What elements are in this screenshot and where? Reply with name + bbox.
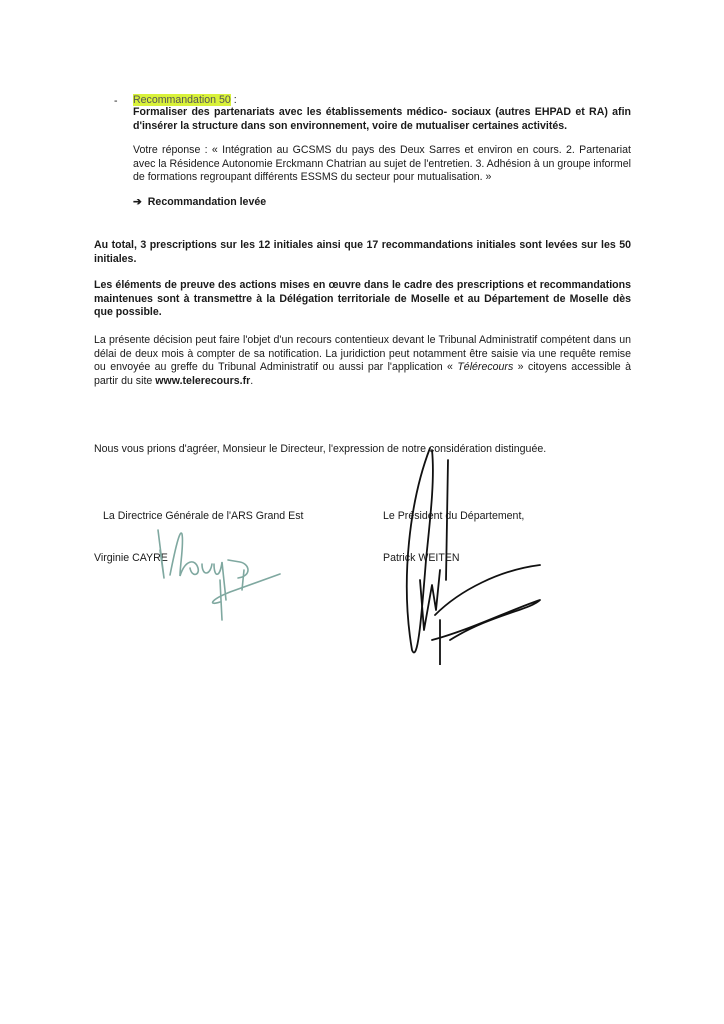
recommendation-response: Votre réponse : « Intégration au GCSMS du pays des Deux Sarres et environ en cours. 2. Partenariat avec la Résidence Autonomie Erckmann Chatrian au sujet de l'entretien. 3. Adhésion à un groupe informel de formations regroupant différents ESSMS du secteur pour mutualisation. » (133, 144, 631, 184)
recommendation-bullet: - (114, 95, 118, 107)
appeal-text: La présente décision peut faire l'objet d'un recours contentieux devant le Tribunal Administratif compétent dans un délai de deux mois à compter de sa notification. La juridiction peut notamment être saisie via une requête remise ou envoyée au greffe du Tribunal Administratif ou aussi par l'application « (94, 334, 631, 374)
appeal-paragraph (94, 334, 631, 389)
appeal-text-middle: » citoyens accessible à partir du site (94, 361, 632, 388)
signatory-left-role: La Directrice Générale de l'ARS Grand Est (103, 510, 304, 522)
recommendation-title: Formaliser des partenariats avec les établissements médico- sociaux (autres EHPAD et RA) afin d'insérer la structure dans son environnement, voire de mutualiser certaines activités. (133, 106, 631, 132)
signatory-right-role: Le Président du Département, (383, 510, 525, 522)
recommendation-status (133, 196, 266, 208)
signatory-right-name: Patrick WEITEN (383, 552, 460, 564)
evidence-paragraph: Les éléments de preuve des actions mises en œuvre dans le cadre des prescriptions et recommandations maintenues sont à transmettre à la Délégation territoriale de Moselle et au Département de Moselle dès que possible. (94, 279, 631, 319)
arrow-right-icon: ➔ (133, 196, 142, 208)
status-text: Recommandation levée (147, 196, 267, 208)
appeal-end: . (250, 375, 254, 388)
signatory-left-name: Virginie CAYRE (94, 552, 168, 564)
closing-formula: Nous vous prions d'agréer, Monsieur le Directeur, l'expression de notre considération distinguée. (94, 443, 547, 455)
signature-left (140, 520, 300, 630)
recommendation-label: Recommandation 50 (133, 94, 231, 106)
app-name: Télérecours (457, 361, 514, 374)
telerecours-link[interactable]: www.telerecours.fr (155, 375, 251, 388)
recommendation-colon: : (230, 94, 237, 106)
recommendation-heading (133, 94, 237, 106)
summary-paragraph: Au total, 3 prescriptions sur les 12 initiales ainsi que 17 recommandations initiales sont levées sur les 50 initiales. (94, 239, 631, 265)
